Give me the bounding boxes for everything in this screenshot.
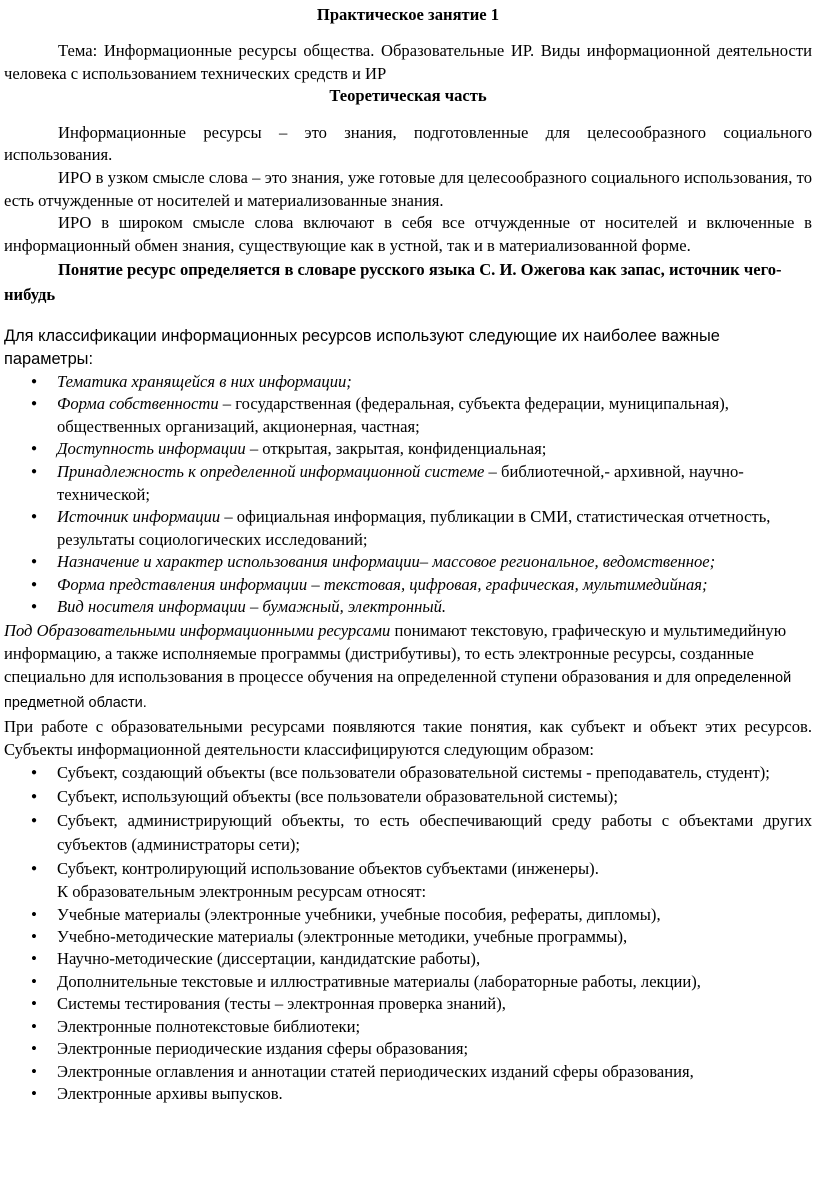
- list-item: ● Принадлежность к определенной информационной системе – библиотечной,- архивной, научно-технической;: [4, 461, 812, 506]
- list-item: • Электронные полнотекстовые библиотеки;: [4, 1016, 812, 1038]
- list-item: ● Доступность информации – открытая, закрытая, конфиденциальная;: [4, 438, 812, 461]
- paragraph-ir-definition: Информационные ресурсы – это знания, подготовленные для целесообразного социального использования.: [4, 122, 812, 165]
- electronic-resources-heading: К образовательным электронным ресурсам относят:: [57, 882, 427, 902]
- list-item: ● Тематика хранящейся в них информации;: [4, 371, 812, 394]
- list-item: ● Вид носителя информации – бумажный, электронный.: [4, 596, 812, 619]
- section-heading: Теоретическая часть: [329, 86, 487, 106]
- list-item: • Учебно-методические материалы (электронные методики, учебные программы),: [4, 926, 812, 948]
- list-item: • Электронные архивы выпусков.: [4, 1083, 812, 1105]
- paragraph-iro-narrow: ИРО в узком смысле слова – это знания, уже готовые для целесообразного социального использования, то есть отчужденные от носителей и материализованные знания.: [4, 167, 812, 210]
- paragraph-iro-wide: ИРО в широком смысле слова включают в себя все отчужденные от носителей и включенные в информационный обмен знания, существующие как в устной, так и в материализованной форме.: [4, 213, 812, 255]
- list-item: ● Назначение и характер использования информации– массовое региональное, ведомственное;: [4, 551, 812, 574]
- page-title: Практическое занятие 1: [316, 5, 500, 24]
- list-item: • Учебные материалы (электронные учебники, учебные пособия, рефераты, дипломы),: [4, 904, 812, 926]
- list-item: • Электронные периодические издания сферы образования;: [4, 1038, 812, 1060]
- topic-paragraph: Тема: Информационные ресурсы общества. Образовательные ИР. Виды информационной деятельности человека с использованием технических средств и ИР: [4, 41, 812, 83]
- parameters-list: [4, 371, 812, 620]
- list-item: ● Форма представления информации – текстовая, цифровая, графическая, мультимедийная;: [4, 574, 812, 597]
- electronic-resources-list: [4, 904, 812, 1106]
- classification-intro: Для классификации информационных ресурсов используют следующие их наиболее важные параметры:: [4, 327, 720, 368]
- list-item: ● Субъект, создающий объекты (все пользователи образовательной системы - преподаватель, студент);: [4, 761, 812, 785]
- list-item: ● Форма собственности – государственная (федеральная, субъекта федерации, муниципальная), общественных организаций, акционерная, частная;: [4, 393, 812, 438]
- subjects-list: [4, 761, 812, 881]
- list-item: ● Источник информации – официальная информация, публикации в СМИ, статистическая отчетность, результаты социологических исследований;: [4, 506, 812, 551]
- list-item: • Электронные оглавления и аннотации статей периодических изданий сферы образования,: [4, 1061, 812, 1083]
- list-item: • Дополнительные текстовые и иллюстративные материалы (лабораторные работы, лекции),: [4, 971, 812, 993]
- list-item: ● Субъект, администрирующий объекты, то есть обеспечивающий среду работы с объектами других субъектов (администраторы сети);: [4, 809, 812, 857]
- list-item: ● Субъект, контролирующий использование объектов субъектами (инженеры).: [4, 857, 812, 881]
- list-item: ● Субъект, использующий объекты (все пользователи образовательной системы);: [4, 785, 812, 809]
- subjects-intro: При работе с образовательными ресурсами появляются такие понятия, как субъект и объект этих ресурсов. Субъекты информационной деятельности классифицируются следующим образом:: [4, 717, 812, 760]
- edu-resources-paragraph: Под Образовательными информационными ресурсами понимают текстовую, графическую и мультимедийную информацию, а также исполняемые программы (дистрибутивы), то есть электронные ресурсы, созданные специально для использования в процессе обучения на определенной ступени образования и для определенной предметной области.: [4, 621, 792, 712]
- list-item: • Научно-методические (диссертации, кандидатские работы),: [4, 948, 812, 970]
- list-item: • Системы тестирования (тесты – электронная проверка знаний),: [4, 993, 812, 1015]
- resource-definition: Понятие ресурс определяется в словаре русского языка С. И. Ожегова как запас, источник чего-нибудь: [4, 260, 782, 305]
